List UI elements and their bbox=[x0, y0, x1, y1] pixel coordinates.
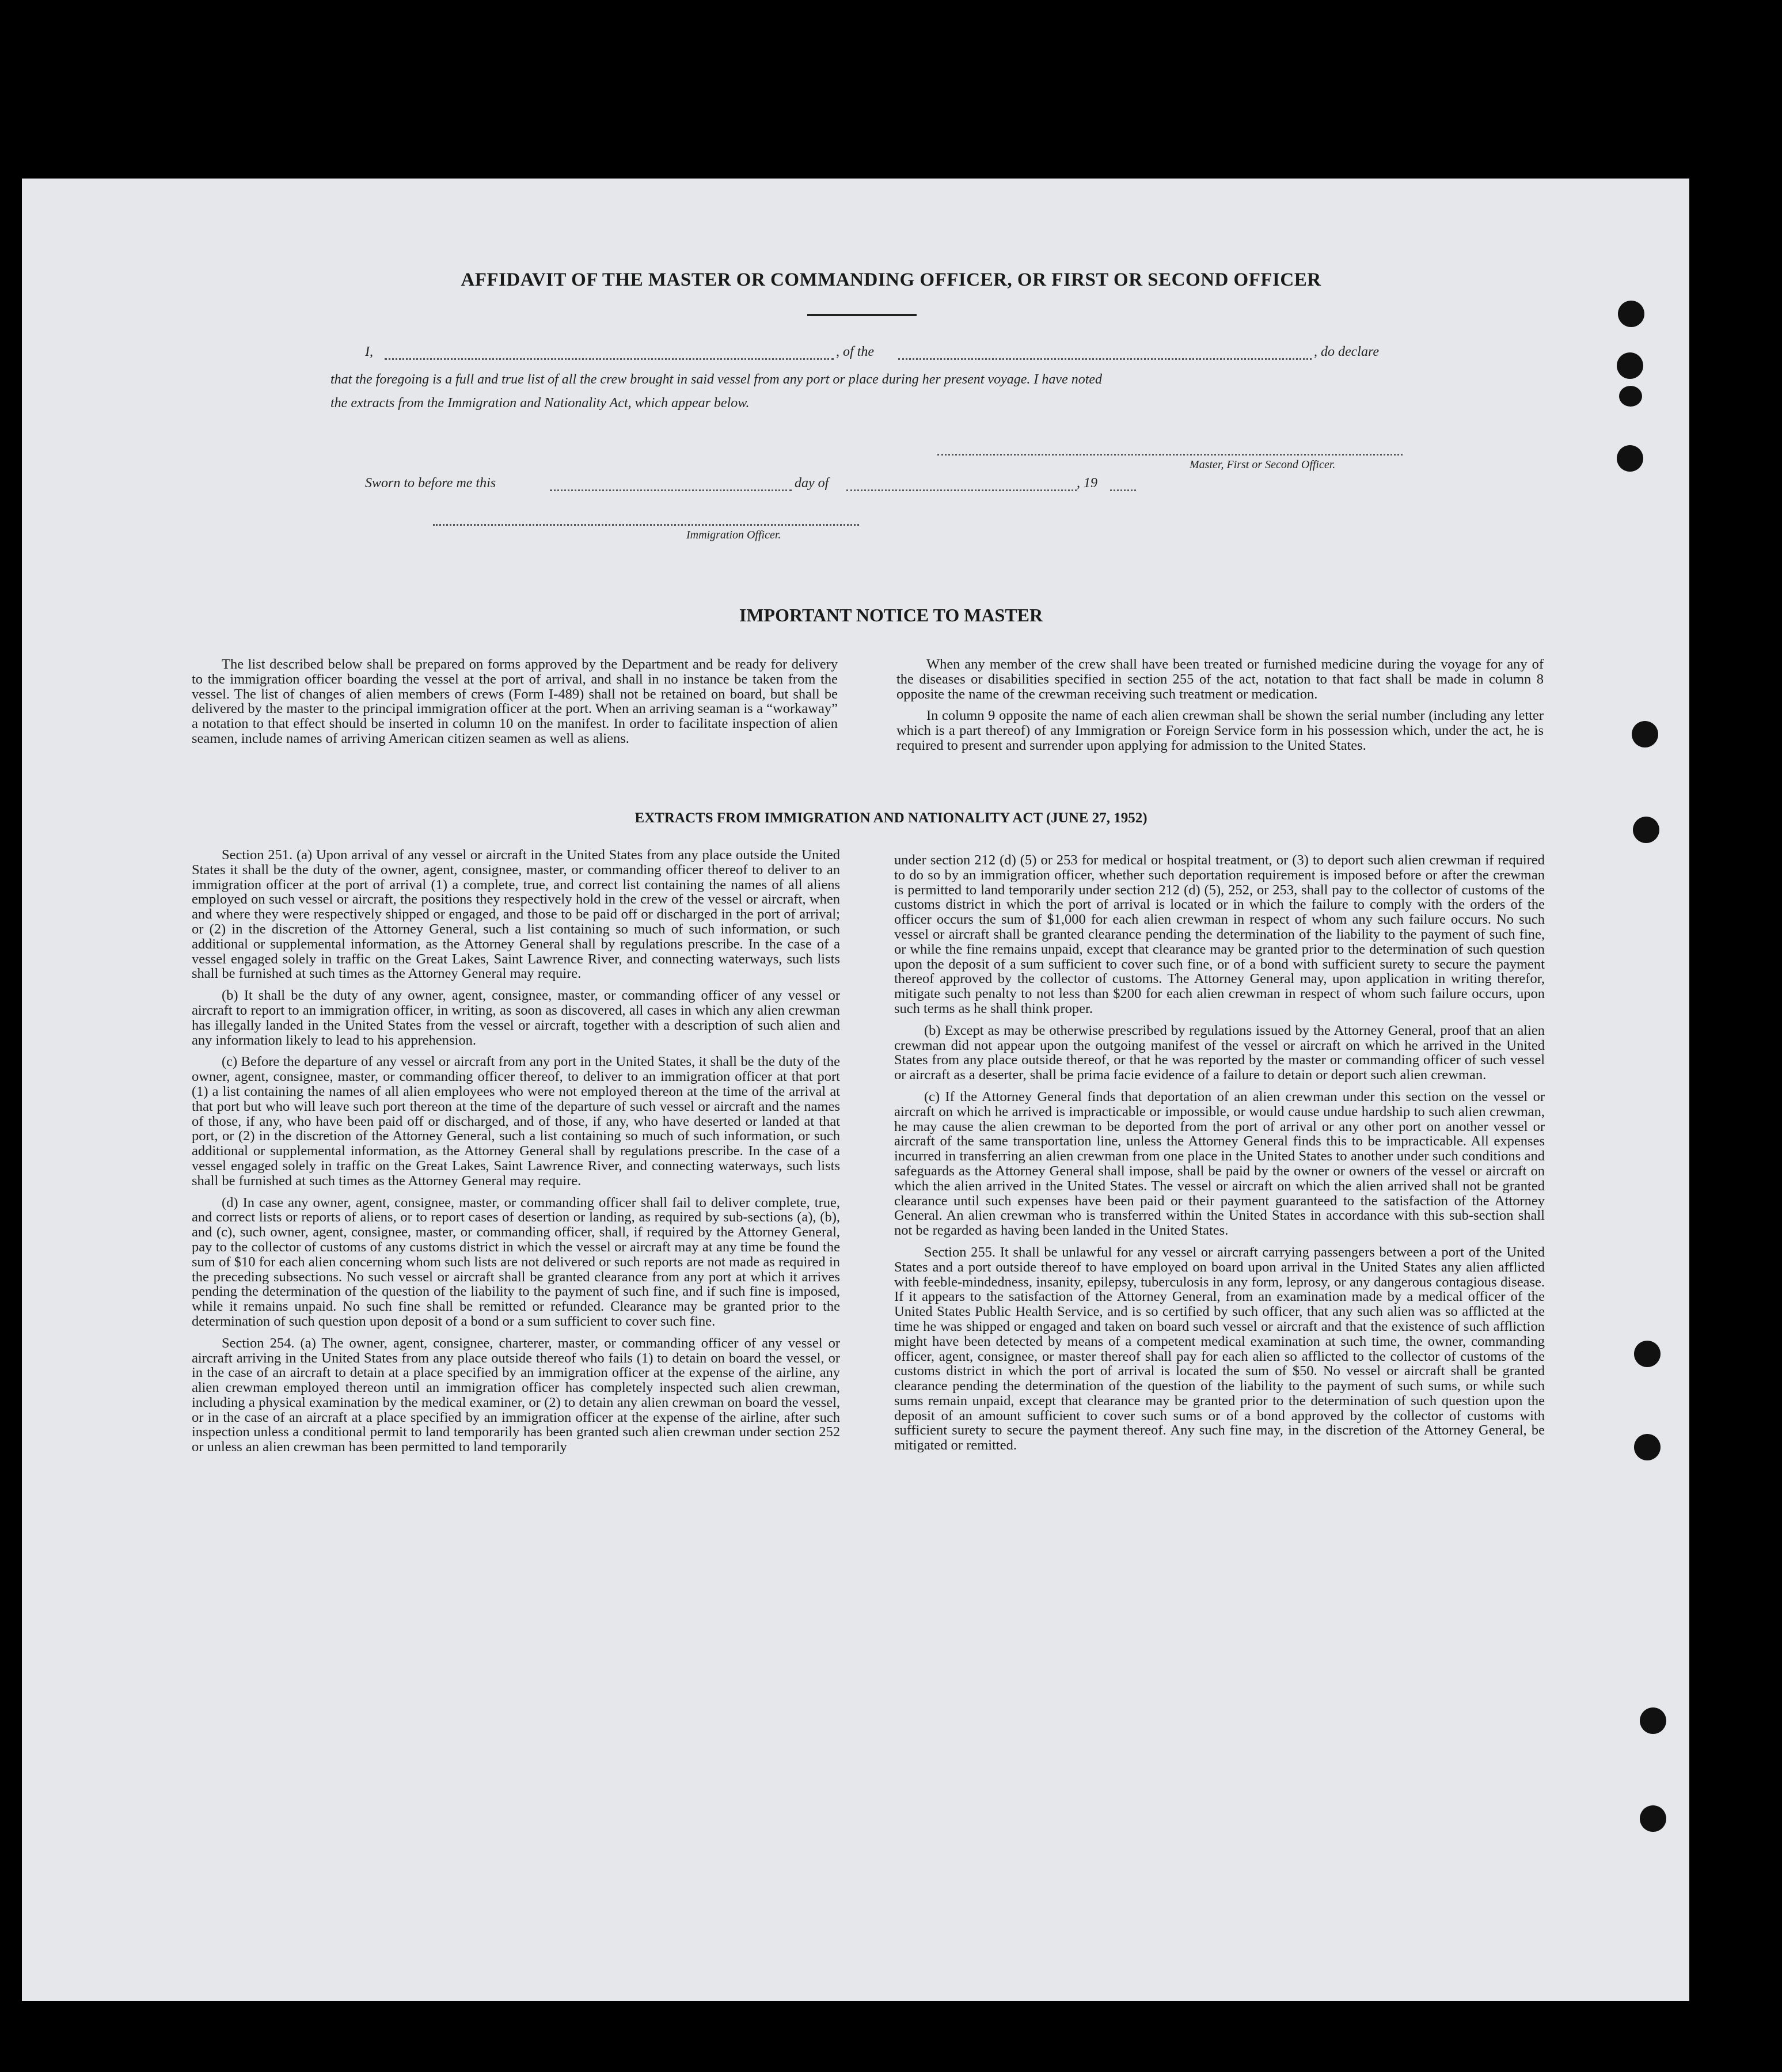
notice-left-paragraph: The list described below shall be prepared on forms approved by the Department and be ready for delivery to the immigration officer boarding the vessel at the port of arrival, and shall in no instance be taken from the vessel. The list of changes of alien members of crews (Form I-489) shall not be retained on board, but shall be delivered by the master to the principal immigration officer at the port. When an arriving seaman is a “workaway” a notation to that effect should be inserted in column 10 on the manifest. In order to facilitate inspection of alien seamen, include names of arriving American citizen seamen as well as aliens. bbox=[192, 656, 838, 746]
affidavit-line-3: the extracts from the Immigration and Nationality Act, which appear below. bbox=[330, 396, 750, 411]
punch-hole bbox=[1632, 721, 1658, 747]
name-blank[interactable] bbox=[385, 358, 834, 360]
punch-hole bbox=[1640, 1707, 1666, 1734]
officer-label: Immigration Officer. bbox=[686, 529, 781, 541]
extracts-left-column bbox=[192, 848, 840, 1455]
section-251-d: (d) In case any owner, agent, consignee, master, or commanding officer shall fail to deliver complete, true, and correct lists or reports of aliens, or to report cases of desertion or landing, as required by sub-sections (a), (b), and (c), such owner, agent, consignee, master, or commanding officer, shall, if required by the Attorney General, pay to the collector of customs of any customs district in which the vessel or aircraft may at any time be found the sum of $10 for each alien concerning whom such lists are not delivered or such reports are not made as required in the preceding subsections. No such vessel or aircraft shall be granted clearance from any port at which it arrives pending the determination of the question of the liability to the payment of such fine, and if such fine is imposed, while it remains unpaid. No such fine shall be remitted or refunded. Clearance may be granted prior to the determination of such question upon deposit of a bond or a sum sufficient to cover such fine. bbox=[192, 1194, 840, 1329]
section-254-a-continued: under section 212 (d) (5) or 253 for medical or hospital treatment, or (3) to deport such alien crewman if required to do so by an immigration officer, whether such deportation requirement is imposed before or after the crewman is permitted to land temporarily under section 212 (d) (5), 252, or 253, shall pay to the collector of customs of the customs district in which the port of arrival is located or in which the failure to comply with the orders of the officer occurs the sum of $1,000 for each alien crewman in respect of whom any such failure occurs. No such vessel or aircraft shall be granted clearance pending the determination of the liability to the payment of such fine, or while the fine remains unpaid, except that clearance may be granted prior to the determination of such question upon the deposit of a sum sufficient to cover such fine, or of a bond with sufficient surety to secure the payment thereof approved by the collector of customs. The Attorney General may, upon application in writing therefor, mitigate such penalty to not less than $200 for each alien crewman in respect of whom such failure occurs, upon such terms as he shall think proper. bbox=[894, 852, 1545, 1016]
title-rule bbox=[807, 314, 917, 316]
day-blank[interactable] bbox=[550, 489, 792, 491]
punch-hole bbox=[1617, 445, 1643, 472]
extracts-title: EXTRACTS FROM IMMIGRATION AND NATIONALITY ACT (JUNE 27, 1952) bbox=[634, 810, 1148, 826]
section-251-a: Section 251. (a) Upon arrival of any vessel or aircraft in the United States from any place outside the United States it shall be the duty of the owner, agent, consignee, master, or commanding officer thereof to deliver to an immigration officer at the port of arrival (1) a complete, true, and correct list containing the names of all aliens employed on such vessel or aircraft, the positions they respectively hold in the crew of the vessel or aircraft, when and where they were respectively shipped or engaged, and those to be paid off or discharged in the port of arrival; or (2) in the discretion of the Attorney General, such a list containing so much of such information, or such additional or supplemental information, as the Attorney General shall by regulations prescribe. In the case of a vessel engaged solely in traffic on the Great Lakes, Saint Lawrence River, and connecting waterways, such lists shall be furnished at such times as the Attorney General may require. bbox=[192, 847, 840, 982]
punch-hole bbox=[1640, 1805, 1666, 1832]
affidavit-line-2: that the foregoing is a full and true list of all the crew brought in said vessel from any port or place during her present voyage. I have noted bbox=[330, 372, 1103, 387]
affidavit-title: AFFIDAVIT OF THE MASTER OR COMMANDING OFFICER, OR FIRST OR SECOND OFFICER bbox=[461, 270, 1321, 290]
master-label: Master, First or Second Officer. bbox=[1190, 458, 1336, 471]
year-blank[interactable] bbox=[1110, 489, 1136, 491]
notice-left-column bbox=[192, 657, 838, 746]
notice-right-column bbox=[896, 657, 1544, 753]
officer-signature-line[interactable] bbox=[433, 524, 859, 526]
punch-hole bbox=[1634, 1341, 1661, 1367]
notice-title: IMPORTANT NOTICE TO MASTER bbox=[739, 605, 1043, 625]
section-255: Section 255. It shall be unlawful for any vessel or aircraft carrying passengers between a port of the United States and a port outside thereof to have employed on board upon arrival in the United States any alien afflicted with feeble-mindedness, insanity, epilepsy, tuberculosis in any form, leprosy, or any dangerous contagious disease. If it appears to the satisfaction of the Attorney General, from an examination made by a medical officer of the United States Public Health Service, and is so certified by such officer, that any such alien was so afflicted at the time he was shipped or engaged and taken on board such vessel or aircraft and that the existence of such affliction might have been detected by means of a competent medical examination at such time, the owner, commanding officer, agent, consignee, or master thereof shall pay for each alien so afflicted to the collector of customs of the customs district in which the port of arrival is located the sum of $50. No vessel or aircraft shall be granted clearance pending the determination of the question of the liability to the payment of such sums, or while such sums remain unpaid, except that clearance may be granted prior to the determination of such question upon the deposit of an amount sufficient to cover such sums or of a bond approved by the collector of customs with sufficient surety to secure the payment thereof. Any such fine may, in the discretion of the Attorney General, be mitigated or remitted. bbox=[894, 1244, 1545, 1454]
year-label: , 19 bbox=[1077, 476, 1097, 491]
section-251-c: (c) Before the departure of any vessel or aircraft from any port in the United States, it shall be the duty of the owner, agent, consignee, master, or commanding officer thereof, to deliver to an immigration officer at that port (1) a list containing the names of all alien employees who were not employed thereon at the time of the arrival at that port but who will leave such port thereon at the time of the departure of such vessel or aircraft and the names of those, if any, who have been paid off or discharged, and of those, if any, who have deserted or landed at that port, or (2) in the discretion of the Attorney General, such a list containing so much of such information, or such additional or supplemental information, as the Attorney General shall by regulations prescribe. In the case of a vessel engaged solely in traffic on the Great Lakes, Saint Lawrence River, and connecting waterways, such lists shall be furnished at such times as the Attorney General may require. bbox=[192, 1054, 840, 1189]
sworn-label: Sworn to before me this bbox=[365, 476, 496, 491]
month-blank[interactable] bbox=[846, 489, 1077, 491]
punch-hole bbox=[1619, 386, 1642, 407]
affidavit-i: I, bbox=[365, 344, 373, 359]
punch-hole bbox=[1617, 352, 1643, 379]
punch-hole bbox=[1634, 1434, 1661, 1460]
section-254-b: (b) Except as may be otherwise prescribed by regulations issued by the Attorney General, proof that an alien crewman did not appear upon the outgoing manifest of the vessel or aircraft on which he arrived in the United States from any place outside thereof, or that he was reported by the master or commanding officer of such vessel or aircraft as a deserter, shall be prima facie evidence of a failure to detain or deport such alien crewman. bbox=[894, 1022, 1545, 1083]
section-251-b: (b) It shall be the duty of any owner, agent, consignee, master, or commanding officer of any vessel or aircraft to report to an immigration officer, in writing, as soon as discovered, all cases in which any alien crewman has illegally landed in the United States from the vessel or aircraft, together with a description of such alien and any information likely to lead to his apprehension. bbox=[192, 988, 840, 1048]
day-of-label: day of bbox=[795, 476, 829, 491]
section-254-a: Section 254. (a) The owner, agent, consignee, charterer, master, or commanding officer of any vessel or aircraft arriving in the United States from any place outside thereof who fails (1) to detain on board the vessel, or in the case of an aircraft to detain at a place specified by an immigration officer at the expense of the airline, any alien crewman employed thereon until an immigration officer has completely inspected such alien crewman, including a physical examination by the medical examiner, or (2) to detain any alien crewman on board the vessel, or in the case of an aircraft at a place specified by an immigration officer at the expense of the airline, after such inspection unless a conditional permit to land temporarily has been granted such alien crewman under section 252 or unless an alien crewman has been permitted to land temporarily bbox=[192, 1335, 840, 1455]
notice-right-paragraph-1: When any member of the crew shall have been treated or furnished medicine during the voyage for any of the diseases or disabilities specified in section 255 of the act, notation to that fact shall be made in column 8 opposite the name of the crewman receiving such treatment or medication. bbox=[896, 656, 1544, 702]
notice-right-paragraph-2: In column 9 opposite the name of each alien crewman shall be shown the serial number (including any letter which is a part thereof) of any Immigration or Foreign Service form in his possession which, under the act, he is required to present and surrender upon applying for admission to the United States. bbox=[896, 708, 1544, 753]
vessel-blank[interactable] bbox=[898, 358, 1312, 360]
section-254-c: (c) If the Attorney General finds that deportation of an alien crewman under this section on the vessel or aircraft on which he arrived is impracticable or impossible, or would cause undue hardship to such alien crewman, he may cause the alien crewman to be deported from the port of arrival or any other port on another vessel or aircraft of the same transportation line, unless the Attorney General finds this to be impracticable. All expenses incurred in transferring an alien crewman from one place in the United States to another under such conditions and safeguards as the Attorney General shall impose, shall be paid by the owner or owners of the vessel or aircraft on which the alien arrived in the United States. The vessel or aircraft on which the alien arrived shall not be granted clearance until such expenses have been paid or their payment guaranteed to the satisfaction of the Attorney General. An alien crewman who is transferred within the United States in accordance with this sub-section shall not be regarded as having been landed in the United States. bbox=[894, 1088, 1545, 1239]
affidavit-of-the: , of the bbox=[836, 344, 874, 359]
punch-hole bbox=[1618, 301, 1644, 327]
extracts-right-column bbox=[894, 853, 1545, 1453]
affidavit-do-declare: , do declare bbox=[1314, 344, 1380, 359]
master-signature-line[interactable] bbox=[937, 454, 1403, 456]
